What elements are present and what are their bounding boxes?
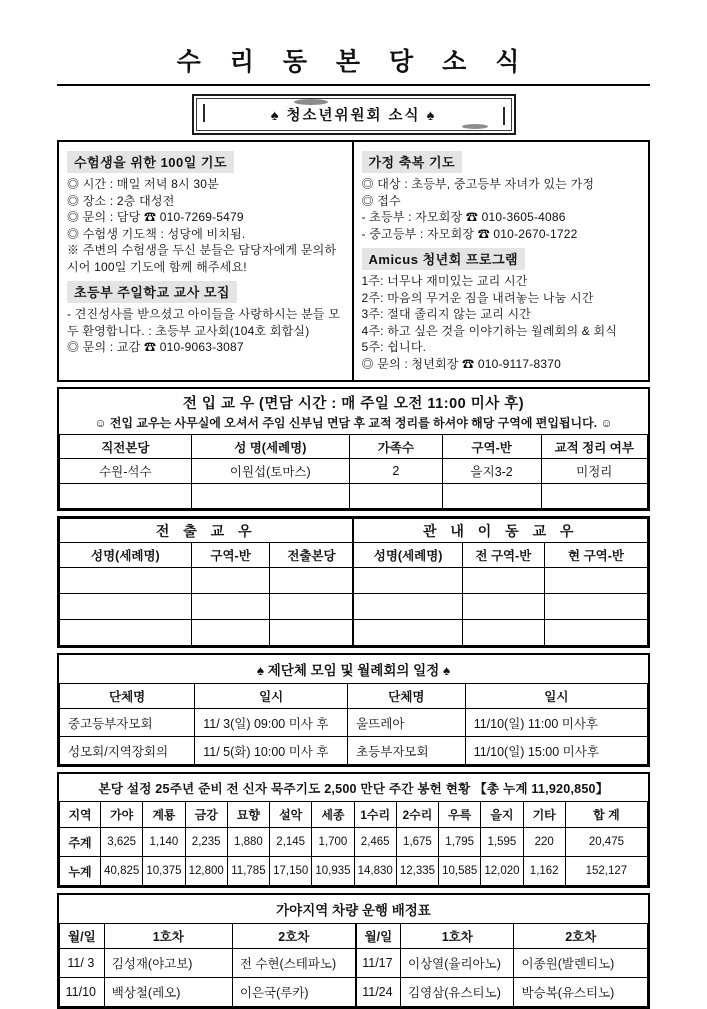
table-cell: 김영삼(유스티노): [401, 978, 514, 1007]
notice-line: ◎ 대상 : 초등부, 중고등부 자녀가 있는 가정: [361, 177, 595, 191]
table-header-cell: 가야: [101, 802, 143, 828]
notice-line: ◎ 접수: [361, 193, 401, 208]
table-cell: 20,475: [565, 828, 647, 857]
table-cell: 이은국(루카): [232, 978, 355, 1007]
notice-line: - 초등부 : 자모회장 ☎ 010-3605-4086: [361, 210, 566, 225]
table-header-cell: 단체명: [60, 684, 195, 709]
table-header-cell: 묘향: [227, 802, 269, 828]
table-cell: [60, 484, 192, 509]
transfer-in-table: [59, 434, 648, 509]
notice-exam-prayer: [67, 147, 344, 275]
table-cell: 초등부자모회: [348, 737, 466, 765]
table-cell: 11/24: [356, 978, 401, 1007]
table-cell: 10,935: [312, 857, 354, 886]
notice-heading: Amicus 청년회 프로그램: [362, 248, 526, 270]
table-header-cell: 합 계: [565, 802, 647, 828]
table-header-cell: 가족수: [349, 435, 442, 459]
table-header-cell: 성 명(세례명): [191, 435, 349, 459]
table-header-cell: 일시: [195, 684, 348, 709]
table-cell: [545, 620, 648, 646]
notice-line: ◎ 문의 : 청년회장 ☎ 010-9117-8370: [361, 356, 561, 371]
table-cell: 11/17: [356, 949, 401, 978]
table-cell: 11/ 3(일) 09:00 미사 후: [195, 709, 348, 737]
table-cell: 14,830: [354, 857, 396, 886]
table-cell: 을지3-2: [442, 459, 541, 484]
table-cell: 2,235: [185, 828, 227, 857]
transfer-in-section: [57, 387, 650, 511]
table-header-cell: 2호차: [232, 924, 355, 949]
table-cell: [349, 484, 442, 509]
table-cell: 2: [349, 459, 442, 484]
table-header-cell: 전출본당: [270, 543, 353, 568]
table-cell: 수원-석수: [60, 459, 192, 484]
table-header-cell: 설악: [270, 802, 312, 828]
table-header-cell: 성명(세례명): [353, 543, 462, 568]
table-header-cell: 성명(세례명): [60, 543, 192, 568]
table-cell: 152,127: [565, 857, 647, 886]
rosary-offering-section: [57, 772, 650, 888]
page-title: 수 리 동 본 당 소 식: [176, 48, 531, 76]
table-header-cell: 구역-반: [442, 435, 541, 459]
scan-artifact: [294, 99, 328, 105]
table-cell: 220: [523, 828, 565, 857]
bulletin-page: [57, 0, 650, 1009]
notice-line: 5주: 쉽니다.: [361, 340, 427, 355]
notice-heading: 초등부 주일학교 교사 모집: [67, 281, 237, 303]
rosary-title: 본당 설정 25주년 준비 전 신자 묵주기도 2,500 만단 주간 봉헌 현황 【총 누계 11,920,850】: [98, 782, 609, 797]
table-cell: 11/10(일) 11:00 미사후: [465, 709, 647, 737]
table-cell: 11,785: [227, 857, 269, 886]
table-cell: 3,625: [101, 828, 143, 857]
transfer-out-table: [59, 518, 648, 646]
meetings-title: ♠ 제단체 모임 및 월례회의 일정 ♠: [256, 663, 451, 679]
table-cell: [270, 568, 353, 594]
notices-section: [57, 140, 650, 382]
table-header-cell: 지역: [60, 802, 101, 828]
table-header-cell: 계룡: [143, 802, 185, 828]
table-cell: 1,595: [481, 828, 523, 857]
table-cell: 1,795: [439, 828, 481, 857]
table-cell: [462, 568, 544, 594]
vehicle-title: 가야지역 차량 운행 배정표: [276, 903, 431, 919]
notice-heading: 가정 축복 기도: [362, 151, 463, 173]
table-cell: 1,880: [227, 828, 269, 857]
table-header-cell: 관 내 이 동 교 우: [353, 519, 647, 543]
vehicle-schedule-section: [57, 893, 650, 1009]
table-cell: 중고등부자모회: [60, 709, 195, 737]
table-cell: [191, 484, 349, 509]
table-cell: 11/ 3: [60, 949, 105, 978]
table-cell: 1,700: [312, 828, 354, 857]
table-header-cell: 우륵: [439, 802, 481, 828]
notice-heading: 수험생을 위한 100일 기도: [67, 151, 234, 173]
table-cell: 40,825: [101, 857, 143, 886]
notice-line: 3주: 절대 졸리지 않는 교리 시간: [361, 307, 532, 322]
banner-title: ♠ 청소년위원회 소식 ♠: [196, 98, 512, 131]
table-header-cell: 1수리: [354, 802, 396, 828]
table-cell: 1,675: [396, 828, 438, 857]
notice-line: ※ 주변의 수험생을 두신 분들은 담당자에게 문의하시어 100일 기도에 함께 해주세요!: [67, 243, 337, 274]
table-header-cell: 단체명: [348, 684, 466, 709]
table-header-cell: 1호차: [401, 924, 514, 949]
transfer-in-title: 전 입 교 우 (면담 시간 : 매 주일 오전 11:00 미사 후): [182, 396, 525, 413]
table-header-cell: 현 구역-반: [545, 543, 648, 568]
table-cell: [191, 568, 270, 594]
table-cell: 11/ 5(화) 10:00 미사 후: [195, 737, 348, 765]
table-cell: [462, 620, 544, 646]
notice-line: ◎ 수험생 기도책 : 성당에 비치됨.: [67, 226, 246, 241]
notice-line: - 중고등부 : 자모회장 ☎ 010-2670-1722: [361, 226, 578, 241]
table-header-cell: 일시: [465, 684, 647, 709]
table-cell: 성모회/지역장회의: [60, 737, 195, 765]
notice-line: ◎ 문의 : 담당 ☎ 010-7269-5479: [67, 210, 244, 225]
table-cell: 12,335: [396, 857, 438, 886]
notice-line: ◎ 문의 : 교감 ☎ 010-9063-3087: [67, 340, 244, 355]
table-cell: 누계: [60, 857, 101, 886]
table-cell: [60, 620, 192, 646]
table-cell: 김성재(야고보): [104, 949, 232, 978]
meetings-table: [59, 683, 648, 765]
notice-line: 1주: 너무나 재미있는 교리 시간: [361, 274, 528, 289]
table-cell: 박승복(유스티노): [514, 978, 648, 1007]
table-header-cell: 기타: [523, 802, 565, 828]
table-cell: [191, 594, 270, 620]
notice-line: 2주: 마음의 무거운 짐을 내려놓는 나눔 시간: [361, 290, 594, 305]
table-cell: 전 수현(스테파노): [232, 949, 355, 978]
notices-left-column: [59, 142, 354, 380]
table-header-cell: 을지: [481, 802, 523, 828]
table-cell: 2,145: [270, 828, 312, 857]
table-cell: [545, 594, 648, 620]
notice-amicus-program: [362, 244, 641, 372]
scan-artifact: [503, 107, 505, 125]
table-header-cell: 2호차: [514, 924, 648, 949]
table-cell: 11/10: [60, 978, 105, 1007]
table-header-cell: 전 출 교 우: [60, 519, 354, 543]
table-cell: [353, 620, 462, 646]
table-header-cell: 월/일: [60, 924, 105, 949]
table-header-cell: 2수리: [396, 802, 438, 828]
table-cell: [191, 620, 270, 646]
table-header-cell: 교적 정리 여부: [541, 435, 647, 459]
table-cell: 이상열(율리아노): [401, 949, 514, 978]
table-cell: 1,162: [523, 857, 565, 886]
notice-line: ◎ 장소 : 2층 대성전: [67, 193, 175, 208]
table-cell: [353, 594, 462, 620]
transfer-out-section: [57, 516, 650, 648]
table-header-cell: 1호차: [104, 924, 232, 949]
table-cell: 이원섭(토마스): [191, 459, 349, 484]
vehicle-table: [59, 923, 648, 1007]
table-header-cell: 구역-반: [191, 543, 270, 568]
table-cell: [60, 568, 192, 594]
table-cell: 미정리: [541, 459, 647, 484]
notice-teacher-recruit: [67, 277, 344, 356]
table-cell: 울뜨레아: [348, 709, 466, 737]
table-header-cell: 월/일: [356, 924, 401, 949]
youth-committee-banner: [192, 94, 516, 135]
notice-line: 4주: 하고 싶은 것을 이야기하는 월례회의 & 회식: [361, 323, 618, 338]
meetings-section: [57, 653, 650, 767]
notice-line: ◎ 시간 : 매일 저녁 8시 30분: [67, 177, 219, 191]
table-cell: [353, 568, 462, 594]
table-header-cell: 세종: [312, 802, 354, 828]
table-cell: 이종원(발렌티노): [514, 949, 648, 978]
table-cell: [60, 594, 192, 620]
table-cell: [545, 568, 648, 594]
table-cell: 11/10(일) 15:00 미사후: [465, 737, 647, 765]
table-cell: 17,150: [270, 857, 312, 886]
table-cell: 주계: [60, 828, 101, 857]
table-cell: 10,375: [143, 857, 185, 886]
table-cell: 12,020: [481, 857, 523, 886]
table-cell: 10,585: [439, 857, 481, 886]
table-cell: [270, 594, 353, 620]
notice-family-blessing: [362, 147, 641, 242]
table-header-cell: 직전본당: [60, 435, 192, 459]
notice-line: - 견진성사를 받으셨고 아이들을 사랑하시는 분들 모두 환영합니다. : 초등부 교사회(104호 회합실): [67, 307, 341, 338]
table-cell: 12,800: [185, 857, 227, 886]
scan-artifact: [203, 104, 205, 122]
table-cell: [270, 620, 353, 646]
title-divider: [57, 84, 650, 86]
table-header-cell: 금강: [185, 802, 227, 828]
rosary-table: [59, 801, 648, 886]
table-cell: 백상철(레오): [104, 978, 232, 1007]
table-cell: [541, 484, 647, 509]
table-cell: [462, 594, 544, 620]
transfer-in-subtitle: ☺ 전입 교우는 사무실에 오셔서 주임 신부님 면담 후 교적 정리를 하셔야 해당 구역에 편입됩니다. ☺: [94, 416, 613, 431]
table-header-cell: 전 구역-반: [462, 543, 544, 568]
table-cell: 1,140: [143, 828, 185, 857]
notices-right-column: [354, 142, 649, 380]
table-cell: [442, 484, 541, 509]
table-cell: 2,465: [354, 828, 396, 857]
scan-artifact: [462, 124, 488, 129]
